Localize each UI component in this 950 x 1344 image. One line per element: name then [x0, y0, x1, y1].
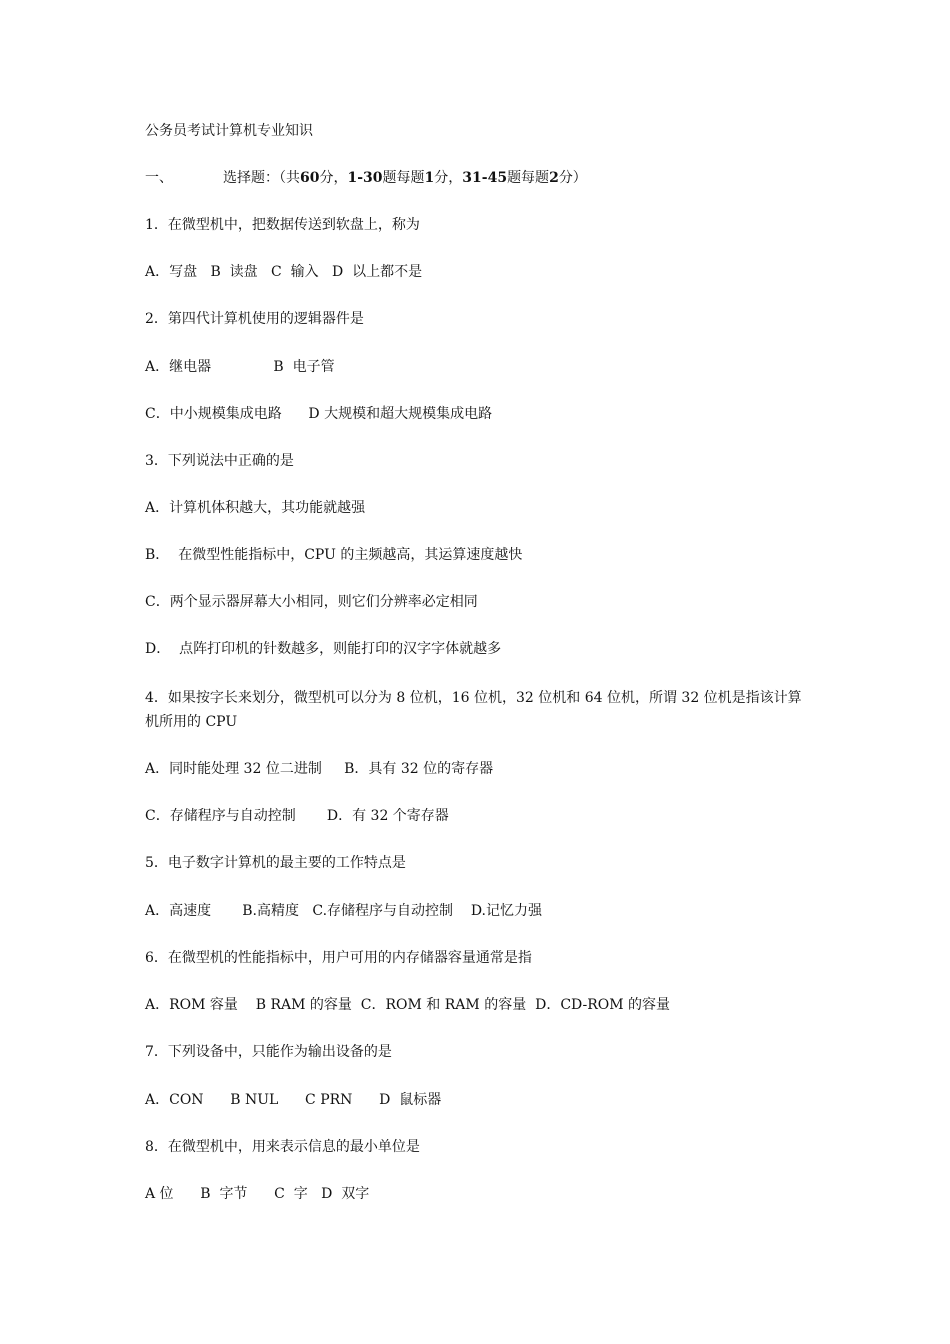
question-3-option-c: C．两个显示器屏幕大小相同，则它们分辨率必定相同 [145, 594, 478, 610]
section-text-5: 分） [558, 170, 587, 186]
section-text-4: 题每题 [507, 170, 550, 186]
question-8: 8．在微型机中，用来表示信息的最小单位是 [145, 1139, 420, 1155]
question-5-options: A．高速度 B.高精度 C.存储程序与自动控制 D.记忆力强 [145, 903, 542, 919]
section-text-3: 分， [434, 170, 463, 186]
question-4-options-ab: A．同时能处理 32 位二进制 B．具有 32 位的寄存器 [145, 761, 494, 777]
question-3: 3．下列说法中正确的是 [145, 453, 294, 469]
section-heading [145, 166, 587, 190]
section-points-2: 2 [549, 170, 559, 186]
section-number: 一、 [145, 170, 173, 186]
question-6: 6．在微型机的性能指标中，用户可用的内存储器容量通常是指 [145, 950, 532, 966]
question-2-options-cd: C．中小规模集成电路 D 大规模和超大规模集成电路 [145, 406, 493, 422]
question-4: 4．如果按字长来划分，微型机可以分为 8 位机，16 位机，32 位机和 64 位机，所谓 32 位机是指该计算机所用的 CPU [145, 690, 802, 730]
question-1-options: A．写盘 B 读盘 C 输入 D 以上都不是 [145, 264, 423, 280]
question-7: 7．下列设备中，只能作为输出设备的是 [145, 1044, 392, 1060]
question-6-options: A．ROM 容量 B RAM 的容量 C．ROM 和 RAM 的容量 D．CD-ROM 的容量 [145, 997, 671, 1013]
section-total-points: 60 [300, 170, 320, 186]
section-text-1: 分， [319, 170, 348, 186]
question-7-options: A．CON B NUL C PRN D 鼠标器 [145, 1092, 442, 1108]
question-2: 2．第四代计算机使用的逻辑器件是 [145, 311, 364, 327]
question-4-options-cd: C．存储程序与自动控制 D．有 32 个寄存器 [145, 808, 449, 824]
section-label: 选择题：（共 [223, 170, 300, 186]
question-5: 5．电子数字计算机的最主要的工作特点是 [145, 855, 406, 871]
question-3-option-d: D． 点阵打印机的针数越多，则能打印的汉字字体就越多 [145, 641, 502, 657]
question-8-options: A 位 B 字节 C 字 D 双字 [145, 1186, 370, 1202]
section-range-1: 1-30 [347, 170, 383, 186]
section-range-2: 31-45 [462, 170, 508, 186]
question-3-option-a: A．计算机体积越大，其功能就越强 [145, 500, 366, 516]
question-1: 1．在微型机中，把数据传送到软盘上，称为 [145, 217, 420, 233]
document-title: 公务员考试计算机专业知识 [145, 123, 313, 139]
section-text-2: 题每题 [382, 170, 425, 186]
question-3-option-b: B． 在微型性能指标中，CPU 的主频越高，其运算速度越快 [145, 547, 523, 563]
section-points-1: 1 [424, 170, 435, 186]
question-2-options-ab: A．继电器 B 电子管 [145, 359, 335, 375]
